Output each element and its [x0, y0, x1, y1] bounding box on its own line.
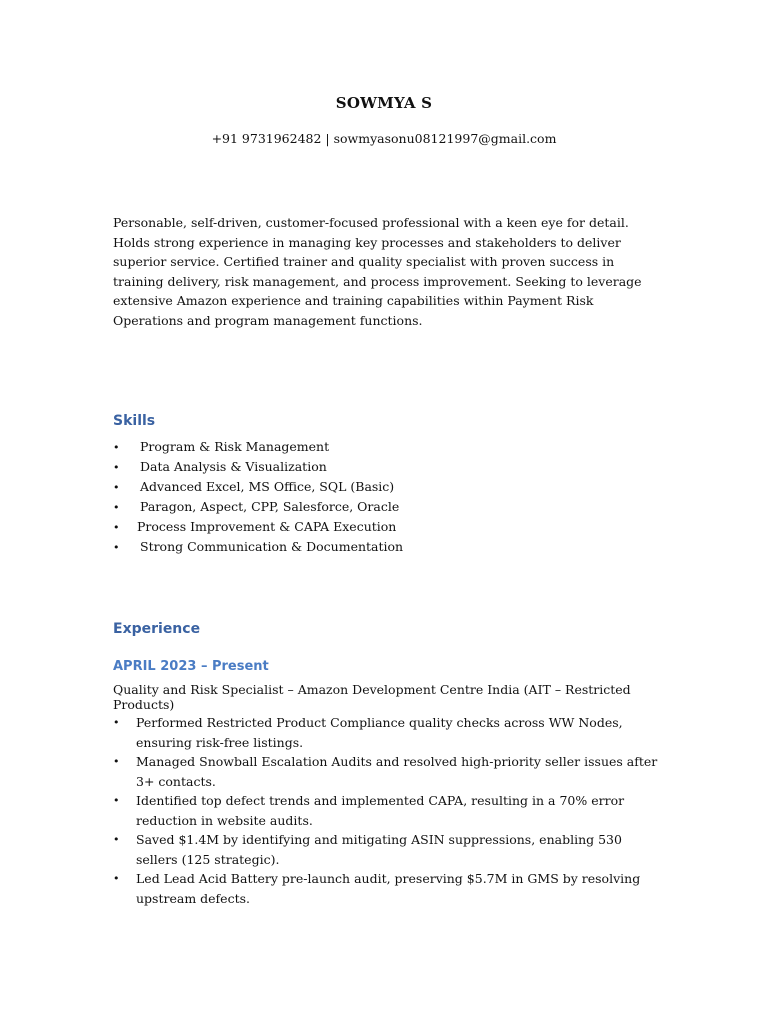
experience-date: APRIL 2023 – Present — [113, 659, 269, 674]
skill-text: Data Analysis & Visualization — [140, 459, 327, 474]
contact-info: +91 9731962482 | sowmyasonu08121997@gmail.com — [211, 131, 557, 146]
list-item — [113, 830, 661, 869]
experience-item-text: Performed Restricted Product Compliance quality checks across WW Nodes, ensuring risk-free listings. — [136, 715, 623, 750]
experience-heading: Experience — [113, 621, 201, 637]
experience-item-text: Saved $1.4M by identifying and mitigating ASIN suppressions, enabling 530 sellers (125 strategic). — [136, 832, 622, 867]
experience-item-text: Led Lead Acid Battery pre-launch audit, preserving $5.7M in GMS by resolving upstream defects. — [136, 871, 641, 906]
bullet-icon: • — [113, 441, 120, 454]
skill-text: Paragon, Aspect, CPP, Salesforce, Oracle — [140, 499, 400, 514]
list-item — [113, 477, 658, 497]
bullet-icon: • — [113, 461, 120, 474]
skill-text: Strong Communication & Documentation — [140, 539, 404, 554]
skills-list — [113, 437, 658, 557]
bullet-icon: • — [113, 755, 120, 768]
candidate-name: SOWMYA S — [335, 94, 433, 112]
bullet-icon: • — [113, 833, 120, 846]
bullet-icon: • — [113, 521, 120, 534]
bullet-icon: • — [113, 716, 120, 729]
list-item — [113, 752, 661, 791]
bullet-icon: • — [113, 481, 120, 494]
professional-summary: Personable, self-driven, customer-focused professional with a keen eye for detail. Holds strong experience in managing key processes and stakeholders to deliver superior service. Certified trainer and quality specialist with proven success in training delivery, risk management, and process improvement. Seeking to leverage extensive Amazon experience and training capabilities within Payment Risk Operations and program management functions. — [113, 215, 642, 328]
list-item — [113, 791, 661, 830]
list-item — [113, 457, 658, 477]
bullet-icon: • — [113, 501, 120, 514]
list-item — [113, 497, 658, 517]
bullet-icon: • — [113, 794, 120, 807]
skill-text: Advanced Excel, MS Office, SQL (Basic) — [140, 479, 395, 494]
bullet-icon: • — [113, 872, 120, 885]
list-item — [113, 869, 661, 908]
list-item — [113, 437, 658, 457]
experience-list — [113, 713, 661, 908]
skill-text: Process Improvement & CAPA Execution — [137, 519, 397, 534]
experience-item-text: Managed Snowball Escalation Audits and resolved high-priority seller issues after 3+ contacts. — [136, 754, 658, 789]
list-item — [113, 537, 658, 557]
bullet-icon: • — [113, 541, 120, 554]
skill-text: Program & Risk Management — [140, 439, 330, 454]
skills-heading: Skills — [113, 413, 156, 429]
experience-item-text: Identified top defect trends and implemented CAPA, resulting in a 70% error reduction in website audits. — [136, 793, 625, 828]
list-item — [113, 517, 658, 537]
experience-role: Quality and Risk Specialist – Amazon Development Centre India (AIT – Restricted Products) — [113, 682, 631, 712]
list-item — [113, 713, 661, 752]
